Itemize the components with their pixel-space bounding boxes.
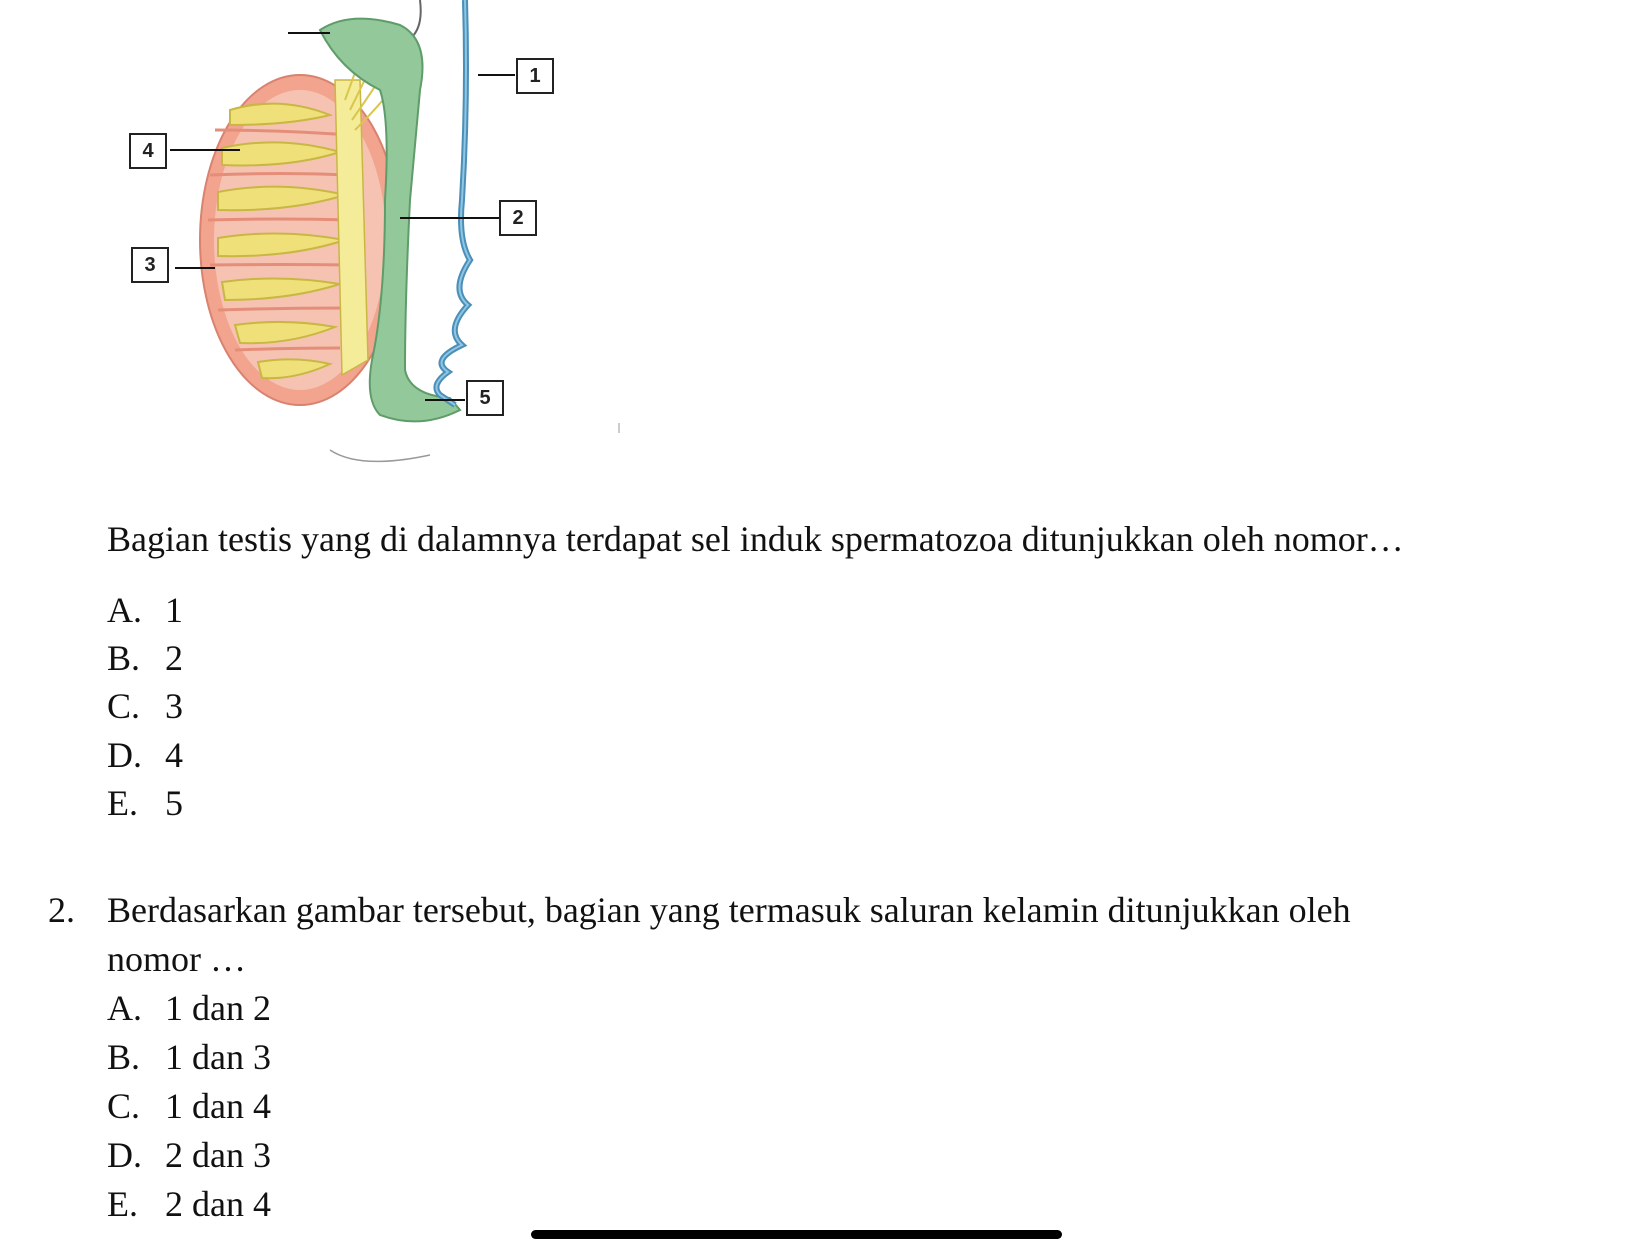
home-indicator[interactable] [531,1230,1062,1239]
option-text: 1 dan 3 [165,1037,271,1077]
q1-option-a[interactable] [107,586,183,634]
option-letter: D. [107,1135,142,1175]
diagram-label-4: 4 [129,133,167,169]
diagram-label-5: 5 [466,380,504,416]
option-text: 1 dan 4 [165,1086,271,1126]
option-letter: E. [107,1184,138,1224]
q2-option-b[interactable] [107,1033,271,1081]
option-letter: A. [107,988,142,1028]
question-1-text: Bagian testis yang di dalamnya terdapat sel induk spermatozoa ditunjukkan oleh nomor… [107,519,1404,559]
q1-option-b[interactable] [107,634,183,682]
q1-option-e[interactable] [107,779,183,827]
option-letter: C. [107,1086,141,1126]
testis-diagram [0,0,700,470]
vas-deferens [436,0,470,405]
option-letter: B. [107,638,141,678]
option-text: 3 [165,686,183,726]
option-letter: D. [107,735,142,775]
q1-option-d[interactable] [107,731,183,779]
question-2-number: 2. [48,890,75,930]
option-letter: E. [107,783,138,823]
option-text: 5 [165,783,183,823]
option-text: 1 dan 2 [165,988,271,1028]
q2-option-a[interactable] [107,984,271,1032]
q2-option-d[interactable] [107,1131,271,1179]
diagram-label-3: 3 [131,247,169,283]
q2-option-c[interactable] [107,1082,271,1130]
option-letter: A. [107,590,142,630]
option-letter: B. [107,1037,141,1077]
option-text: 2 dan 3 [165,1135,271,1175]
option-text: 2 dan 4 [165,1184,271,1224]
diagram-label-1: 1 [516,58,554,94]
diagram-label-2: 2 [499,200,537,236]
outline-curve [330,450,430,461]
q2-option-e[interactable] [107,1180,271,1228]
q1-option-c[interactable] [107,682,183,730]
question-2-text-line-2: nomor … [107,939,246,979]
option-letter: C. [107,686,141,726]
option-text: 4 [165,735,183,775]
option-text: 2 [165,638,183,678]
option-text: 1 [165,590,183,630]
question-2-text-line-1: Berdasarkan gambar tersebut, bagian yang termasuk saluran kelamin ditunjukkan oleh [107,890,1351,930]
